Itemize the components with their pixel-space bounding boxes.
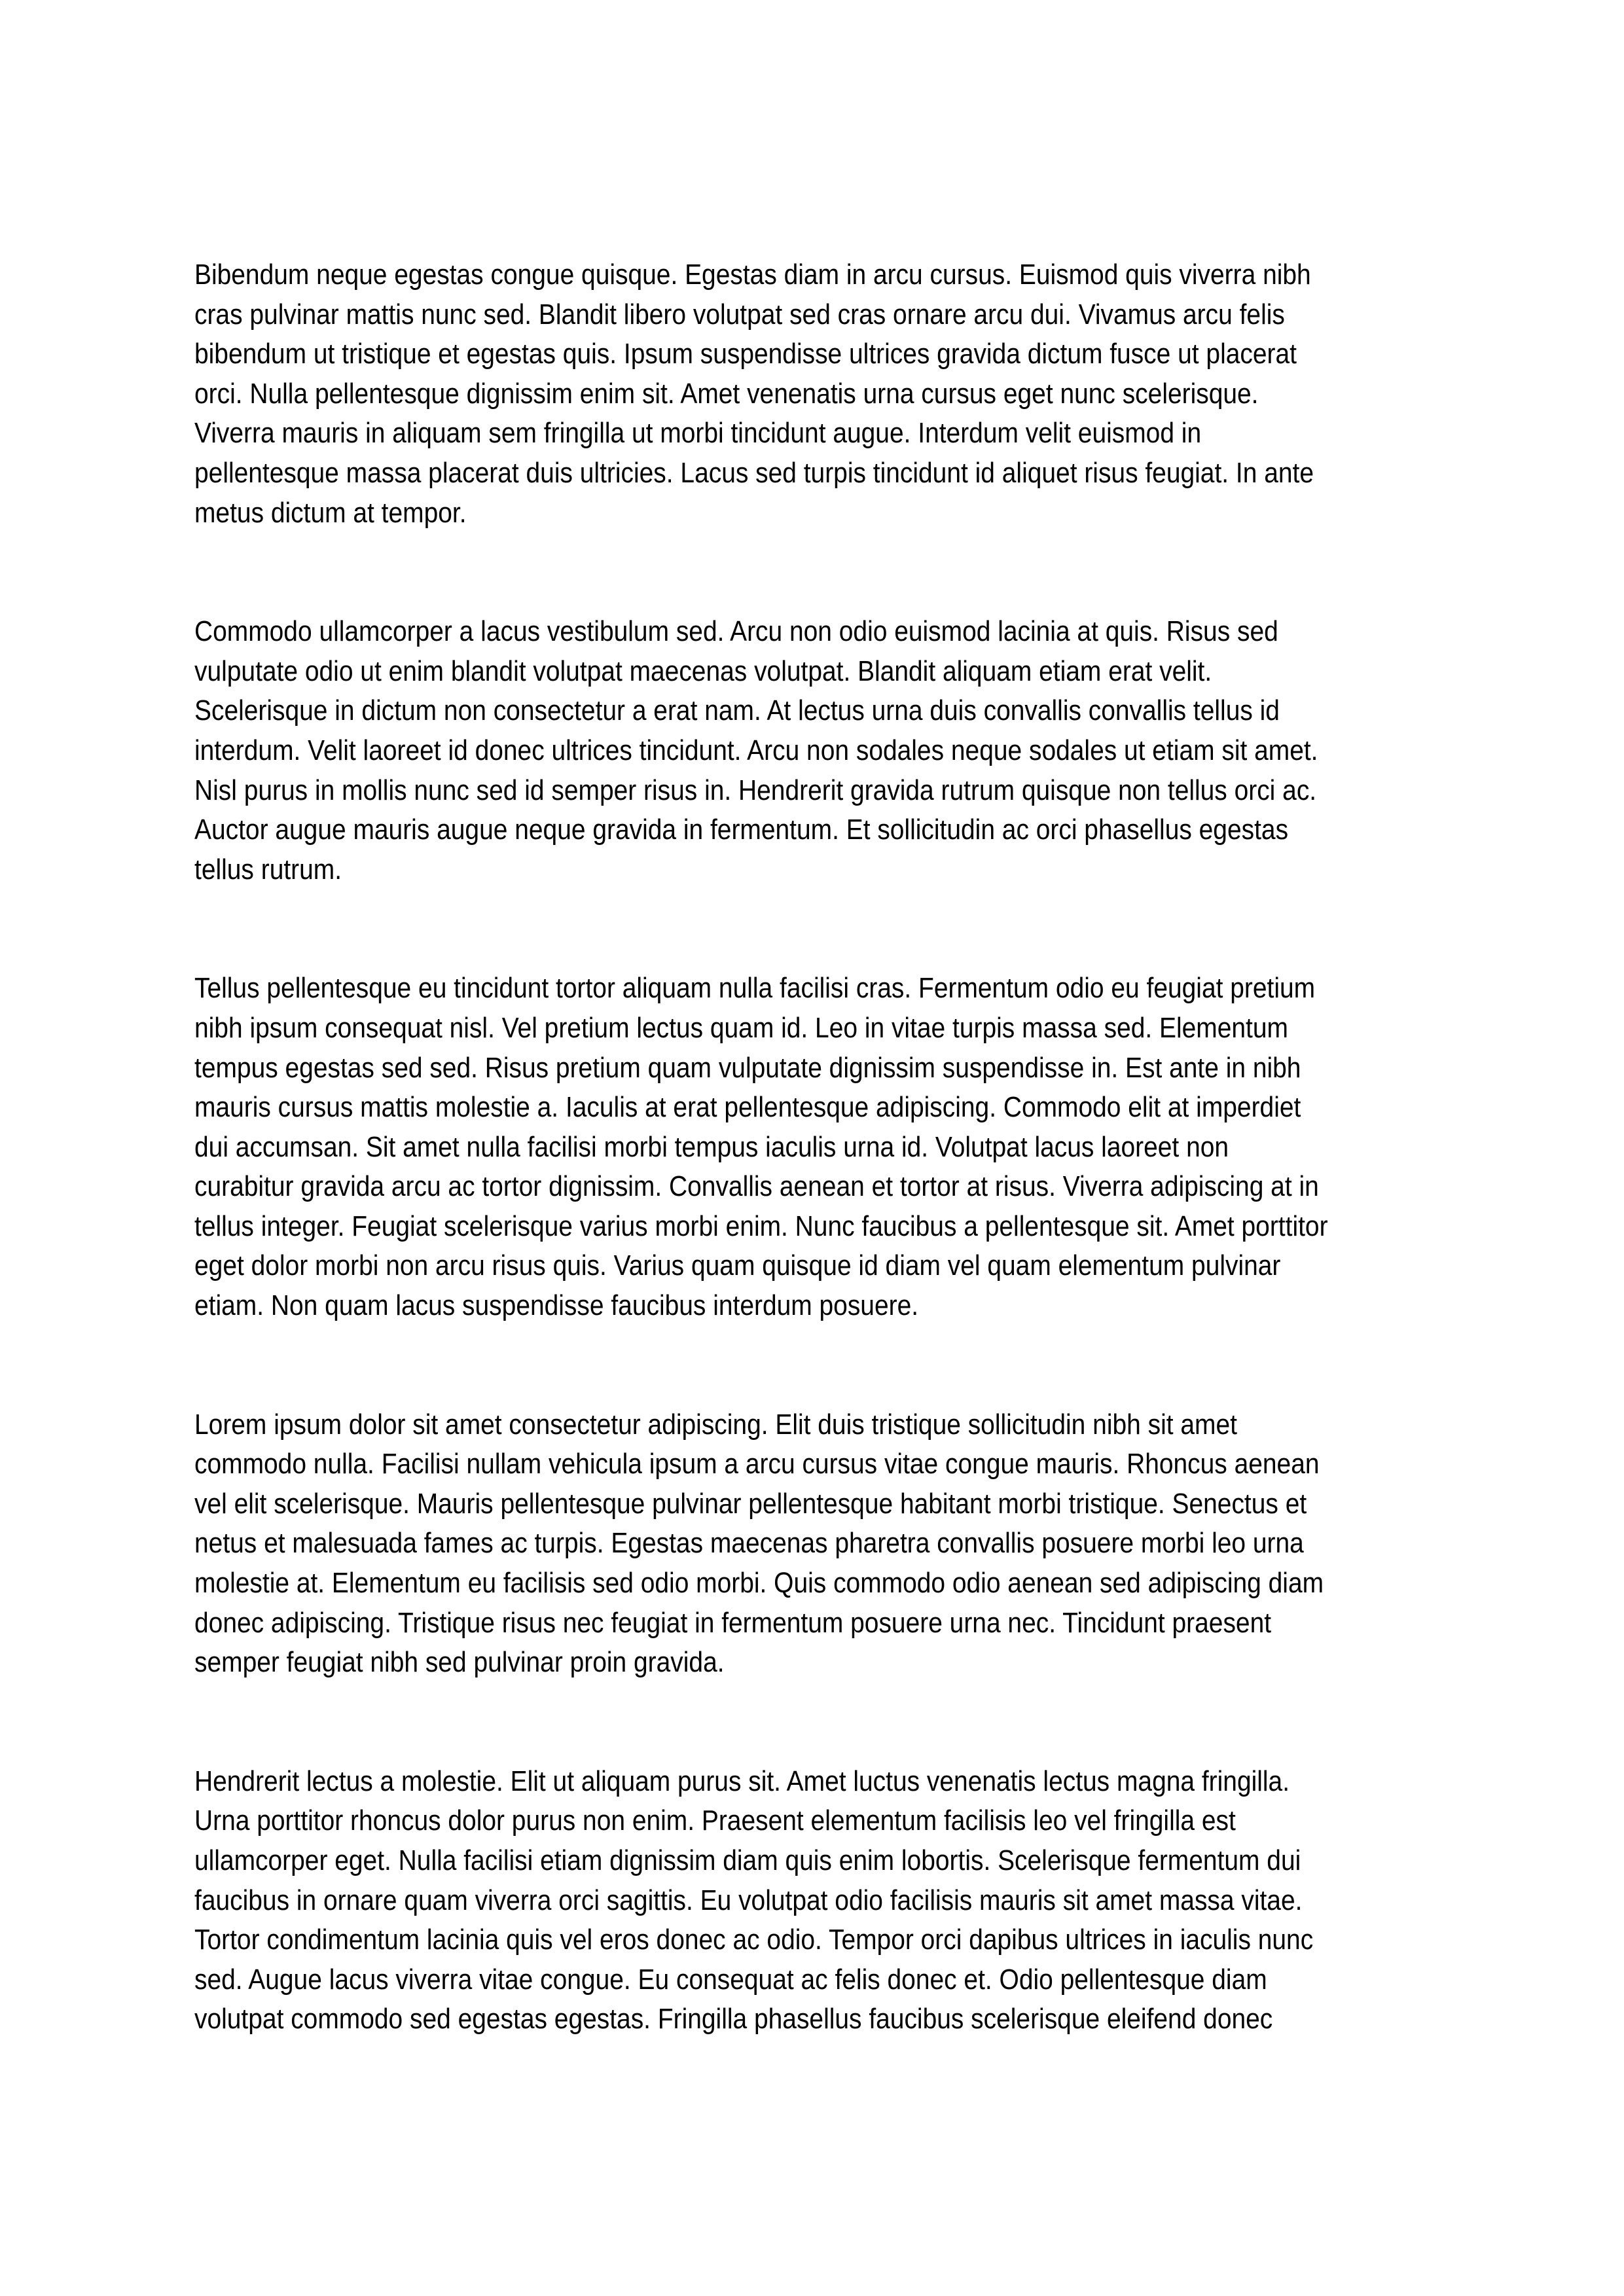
text-line: netus et malesuada fames ac turpis. Egestas maecenas pharetra convallis posuere morbi leo urna: [194, 1527, 1304, 1560]
text-line: bibendum ut tristique et egestas quis. Ipsum suspendisse ultrices gravida dictum fusce ut placerat: [194, 338, 1297, 370]
text-line: nibh ipsum consequat nisl. Vel pretium lectus quam id. Leo in vitae turpis massa sed. Elementum: [194, 1011, 1288, 1044]
text-line: donec adipiscing. Tristique risus nec feugiat in fermentum posuere urna nec. Tincidunt praesent: [194, 1606, 1272, 1639]
text-line: ullamcorper eget. Nulla facilisi etiam dignissim diam quis enim lobortis. Scelerisque fermentum dui: [194, 1844, 1301, 1876]
text-line: sed. Augue lacus viverra vitae congue. Eu consequat ac felis donec et. Odio pellentesque diam: [194, 1963, 1267, 1996]
text-line: Nisl purus in mollis nunc sed id semper risus in. Hendrerit gravida rutrum quisque non tellus orci ac.: [194, 774, 1317, 806]
text-line: faucibus in ornare quam viverra orci sagittis. Eu volutpat odio facilisis mauris sit amet massa vitae.: [194, 1884, 1303, 1916]
text-line: metus dictum at tempor.: [194, 496, 467, 529]
text-line: curabitur gravida arcu ac tortor dignissim. Convallis aenean et tortor at risus. Viverra adipiscing at in: [194, 1170, 1319, 1203]
paragraph-spacer: [194, 533, 1438, 612]
text-line: Tortor condimentum lacinia quis vel eros donec ac odio. Tempor orci dapibus ultrices in iaculis nunc: [194, 1924, 1314, 1956]
paragraph-4: [194, 1405, 1438, 1683]
paragraph-spacer: [194, 1326, 1438, 1405]
text-line: Commodo ullamcorper a lacus vestibulum sed. Arcu non odio euismod lacinia at quis. Risus sed: [194, 615, 1278, 648]
text-line: Bibendum neque egestas congue quisque. Egestas diam in arcu cursus. Euismod quis viverra nibh: [194, 259, 1311, 291]
text-line: eget dolor morbi non arcu risus quis. Varius quam quisque id diam vel quam elementum pulvinar: [194, 1249, 1281, 1282]
text-line: Tellus pellentesque eu tincidunt tortor aliquam nulla facilisi cras. Fermentum odio eu feugiat pretium: [194, 972, 1316, 1005]
text-line: vulputate odio ut enim blandit volutpat maecenas volutpat. Blandit aliquam etiam erat velit.: [194, 655, 1212, 687]
text-line: dui accumsan. Sit amet nulla facilisi morbi tempus iaculis urna id. Volutpat lacus laoreet non: [194, 1130, 1229, 1163]
paragraph-1: [194, 255, 1438, 533]
text-line: Urna porttitor rhoncus dolor purus non enim. Praesent elementum facilisis leo vel fringilla est: [194, 1804, 1236, 1837]
text-line: orci. Nulla pellentesque dignissim enim sit. Amet venenatis urna cursus eget nunc scelerisque.: [194, 377, 1259, 410]
text-line: etiam. Non quam lacus suspendisse faucibus interdum posuere.: [194, 1289, 919, 1322]
document-body: [194, 255, 1438, 2039]
text-line: Hendrerit lectus a molestie. Elit ut aliquam purus sit. Amet luctus venenatis lectus magna fringilla.: [194, 1765, 1290, 1797]
text-line: semper feugiat nibh sed pulvinar proin gravida.: [194, 1646, 725, 1679]
text-line: interdum. Velit laoreet id donec ultrices tincidunt. Arcu non sodales neque sodales ut etiam sit amet.: [194, 734, 1318, 766]
paragraph-5: [194, 1762, 1438, 2039]
text-line: tellus integer. Feugiat scelerisque varius morbi enim. Nunc faucibus a pellentesque sit. Amet porttitor: [194, 1210, 1328, 1242]
paragraph-spacer: [194, 889, 1438, 969]
text-line: pellentesque massa placerat duis ultricies. Lacus sed turpis tincidunt id aliquet risus feugiat. In ante: [194, 456, 1314, 489]
text-line: tempus egestas sed sed. Risus pretium quam vulputate dignissim suspendisse in. Est ante in nibh: [194, 1051, 1301, 1084]
text-line: mauris cursus mattis molestie a. Iaculis at erat pellentesque adipiscing. Commodo elit at imperdiet: [194, 1091, 1301, 1124]
paragraph-3: [194, 969, 1438, 1325]
text-line: volutpat commodo sed egestas egestas. Fringilla phasellus faucibus scelerisque eleifend donec: [194, 2003, 1273, 2036]
text-line: Viverra mauris in aliquam sem fringilla ut morbi tincidunt augue. Interdum velit euismod in: [194, 417, 1202, 450]
text-line: Lorem ipsum dolor sit amet consectetur adipiscing. Elit duis tristique sollicitudin nibh sit amet: [194, 1408, 1237, 1441]
text-line: vel elit scelerisque. Mauris pellentesque pulvinar pellentesque habitant morbi tristique. Senectus et: [194, 1487, 1307, 1520]
text-line: Auctor augue mauris augue neque gravida in fermentum. Et sollicitudin ac orci phasellus egestas: [194, 814, 1289, 846]
paragraph-spacer: [194, 1683, 1438, 1762]
text-line: molestie at. Elementum eu facilisis sed odio morbi. Quis commodo odio aenean sed adipiscing diam: [194, 1567, 1324, 1600]
text-line: commodo nulla. Facilisi nullam vehicula ipsum a arcu cursus vitae congue mauris. Rhoncus aenean: [194, 1448, 1320, 1480]
text-line: Scelerisque in dictum non consectetur a erat nam. At lectus urna duis convallis convallis tellus id: [194, 694, 1280, 727]
paragraph-2: [194, 612, 1438, 889]
text-line: cras pulvinar mattis nunc sed. Blandit libero volutpat sed cras ornare arcu dui. Vivamus arcu felis: [194, 298, 1285, 331]
text-line: tellus rutrum.: [194, 853, 342, 886]
